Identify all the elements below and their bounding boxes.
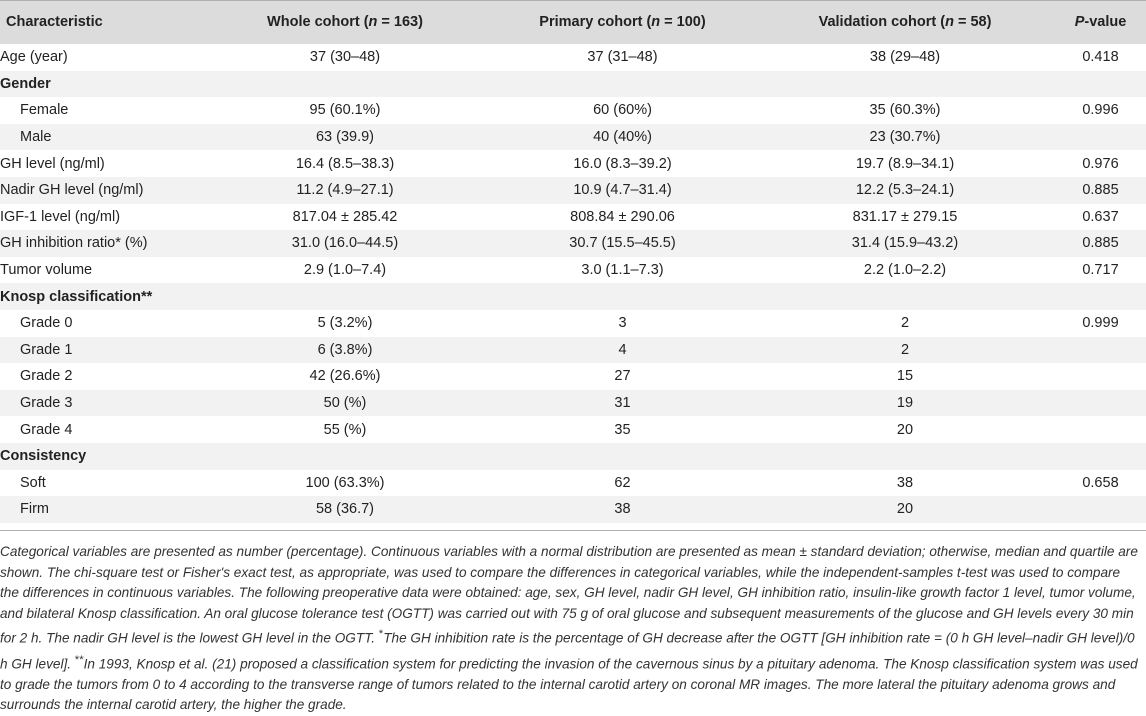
- table-row: [0, 150, 1146, 177]
- row-label: Grade 4: [20, 421, 73, 438]
- group-header-row: [0, 71, 1146, 98]
- table-cell: 38: [614, 501, 631, 518]
- row-label: Nadir GH level (ng/ml): [0, 182, 144, 199]
- footnote-mark-2: **: [74, 653, 84, 666]
- p-value-cell: 0.885: [1082, 235, 1119, 252]
- table-cell: [200, 283, 490, 310]
- p-value-cell: 0.658: [1082, 474, 1119, 491]
- table-cell: 30.7 (15.5–45.5): [569, 235, 676, 252]
- table-cell: 37 (31–48): [587, 49, 658, 66]
- table-cell: 95 (60.1%): [309, 102, 381, 119]
- row-label: Female: [20, 102, 69, 119]
- row-label: GH level (ng/ml): [0, 155, 105, 172]
- p-value-cell: [1055, 496, 1146, 523]
- table-cell: 10.9 (4.7–31.4): [573, 182, 672, 199]
- p-value-cell: [1055, 124, 1146, 151]
- table-cell: [200, 443, 490, 470]
- table-row: [0, 257, 1146, 284]
- column-header-2-pre: Primary cohort (: [539, 14, 652, 30]
- table-cell: 31: [614, 395, 631, 412]
- table-cell: 31.0 (16.0–44.5): [291, 235, 399, 252]
- table-cell: 12.2 (5.3–24.1): [855, 182, 955, 199]
- table-cell: 55 (%): [323, 421, 367, 438]
- table-cell: 50 (%): [323, 395, 367, 412]
- table-cell: 100 (63.3%): [305, 474, 385, 491]
- table-row: [0, 230, 1146, 257]
- table-body: [0, 44, 1146, 523]
- table-cell: 20: [896, 421, 914, 438]
- column-header-3-post: = 58): [953, 14, 992, 30]
- p-value-cell: 0.996: [1082, 102, 1119, 119]
- row-label: Grade 2: [20, 368, 73, 385]
- table-cell: 2: [900, 315, 910, 332]
- table-cell: [755, 283, 1055, 310]
- row-label: Firm: [20, 501, 49, 518]
- table-cell: 40 (40%): [593, 129, 652, 146]
- column-header-1: [200, 0, 490, 44]
- table-cell: 20: [896, 501, 914, 518]
- p-value-cell: [1055, 337, 1146, 364]
- table-row: [0, 310, 1146, 337]
- row-label: IGF-1 level (ng/ml): [0, 208, 121, 225]
- table-row: [0, 496, 1146, 523]
- table-cell: 19.7 (8.9–34.1): [855, 155, 955, 172]
- column-header-4-italic: P: [1074, 14, 1085, 30]
- row-label: Male: [20, 129, 52, 146]
- column-header-4: [1055, 0, 1146, 44]
- table-row: [0, 124, 1146, 151]
- group-header-row: [0, 283, 1146, 310]
- column-header-3-pre: Validation cohort (: [818, 14, 946, 30]
- table-cell: 16.4 (8.5–38.3): [295, 155, 395, 172]
- p-value-cell: [1055, 416, 1146, 443]
- table-cell: 63 (39.9): [315, 129, 375, 146]
- table-cell: 58 (36.7): [315, 501, 375, 518]
- table-row: [0, 97, 1146, 124]
- p-value-cell: [1055, 390, 1146, 417]
- table-cell: 19: [896, 395, 914, 412]
- table-cell: 3: [618, 315, 627, 332]
- column-header-1-pre: Whole cohort (: [267, 14, 369, 30]
- column-header-1-post: = 163): [377, 14, 423, 30]
- column-header-3: [755, 0, 1055, 44]
- table-row: [0, 363, 1146, 390]
- p-value-cell: 0.976: [1082, 155, 1119, 172]
- p-value-cell: 0.418: [1082, 49, 1119, 66]
- column-header-0: [0, 0, 200, 44]
- p-value-cell: 0.717: [1082, 262, 1119, 279]
- table-cell: 27: [614, 368, 631, 385]
- footnote-text-3: In 1993, Knosp et al. (: [83, 656, 217, 672]
- table-cell: 2.9 (1.0–7.4): [303, 262, 387, 279]
- row-label: Tumor volume: [0, 262, 93, 279]
- table-row: [0, 390, 1146, 417]
- row-label: GH inhibition ratio* (%): [0, 235, 148, 252]
- column-header-4-post: -value: [1084, 14, 1127, 30]
- header-row: [0, 0, 1146, 44]
- table-cell: 23 (30.7%): [869, 129, 941, 146]
- reference-link[interactable]: 21: [216, 656, 232, 672]
- p-value-cell: 0.999: [1082, 315, 1119, 332]
- table-cell: [200, 71, 490, 98]
- table-row: [0, 44, 1146, 71]
- table-cell: 11.2 (4.9–27.1): [296, 182, 394, 199]
- group-label: Gender: [0, 75, 51, 92]
- p-value-cell: [1055, 443, 1146, 470]
- p-value-cell: [1055, 71, 1146, 98]
- table-cell: 38 (29–48): [869, 49, 941, 66]
- group-header-row: [0, 443, 1146, 470]
- table-cell: 38: [896, 474, 914, 491]
- row-label: Grade 3: [20, 395, 73, 412]
- table-cell: 42 (26.6%): [309, 368, 381, 385]
- row-label: Soft: [20, 474, 46, 491]
- table-cell: 2.2 (1.0–2.2): [863, 262, 947, 279]
- group-label: Knosp classification**: [0, 288, 153, 305]
- table-cell: 60 (60%): [593, 102, 652, 119]
- column-header-1-italic: n: [368, 14, 378, 30]
- p-value-cell: 0.885: [1082, 182, 1119, 199]
- table-cell: [490, 283, 755, 310]
- table-cell: 3.0 (1.1–7.3): [581, 262, 664, 279]
- table-cell: 4: [618, 341, 627, 358]
- table-footnote: [0, 542, 1140, 716]
- table-header: [0, 0, 1146, 44]
- table-cell: 31.4 (15.9–43.2): [851, 235, 959, 252]
- table-row: [0, 337, 1146, 364]
- row-label: Grade 0: [20, 315, 73, 332]
- table-row: [0, 204, 1146, 231]
- table-cell: [755, 71, 1055, 98]
- bottom-rule: [0, 530, 1146, 531]
- column-header-2: [490, 0, 755, 44]
- column-header-2-post: = 100): [660, 14, 706, 30]
- table-cell: 16.0 (8.3–39.2): [573, 155, 672, 172]
- p-value-cell: [1055, 283, 1146, 310]
- footnote-text-1: Categorical variables are presented as number (percentage). Continuous variables with a normal distribution are presented as mean ± standard deviation; otherwise, median and quartile are shown. The chi-square test or Fisher's exact test, as appropriate, was used to compare the differences in categorical variables, while the independent-samples t-test was used to compare the differences in continuous variables. The following preoperative data were obtained: age, sex, GH level, nadir GH level, GH inhibition ratio, insulin-like growth factor 1 level, tumor volume, and bilateral Knosp classification. An oral glucose tolerance test (OGTT) was carried out with 75 g of oral glucose and subsequent measurements of the glucose and GH levels every 30 min for 2 h. The nadir GH level is the lowest GH level in the OGTT.: [0, 544, 1138, 646]
- table-cell: 831.17 ± 279.15: [852, 208, 958, 225]
- table-cell: 5 (3.2%): [317, 315, 373, 332]
- column-header-0-pre: Characteristic: [6, 14, 103, 30]
- group-label: Consistency: [0, 448, 87, 465]
- row-label: Grade 1: [20, 341, 73, 358]
- table-cell: [490, 71, 755, 98]
- footnote-mark-1: *: [378, 628, 384, 641]
- table-cell: 6 (3.8%): [317, 341, 373, 358]
- table-cell: 37 (30–48): [309, 49, 381, 66]
- table-cell: 35 (60.3%): [869, 102, 941, 119]
- p-value-cell: [1055, 363, 1146, 390]
- p-value-cell: 0.637: [1082, 208, 1119, 225]
- table-cell: 62: [614, 474, 631, 491]
- column-header-3-italic: n: [945, 14, 954, 30]
- table-row: [0, 177, 1146, 204]
- row-label: Age (year): [0, 49, 68, 66]
- column-header-2-italic: n: [651, 14, 661, 30]
- footnote-text-2: The GH inhibition rate is the percentage of GH decrease after the OGTT [GH inhibition rate = (0 h GH level–nadir GH level)/0 h GH level].: [0, 630, 1135, 672]
- table-cell: [490, 443, 755, 470]
- table-cell: 35: [614, 421, 631, 438]
- table-cell: 15: [896, 368, 914, 385]
- table-row: [0, 416, 1146, 443]
- top-rule: [0, 0, 1146, 1]
- table-row: [0, 470, 1146, 497]
- table-cell: [755, 443, 1055, 470]
- table-cell: 2: [900, 341, 910, 358]
- table-cell: 808.84 ± 290.06: [570, 208, 675, 225]
- footnote-text-4: ) proposed a classification system for predicting the invasion of the cavernous sinus by a pituitary adenoma. The Knosp classification system was used to grade the tumors from 0 to 4 according to the transverse range of tumors related to the internal carotid artery on coronal MR images. The more lateral the pituitary adenoma grows and surrounds the internal carotid artery, the higher the grade.: [0, 656, 1138, 713]
- table-cell: 817.04 ± 285.42: [292, 208, 398, 225]
